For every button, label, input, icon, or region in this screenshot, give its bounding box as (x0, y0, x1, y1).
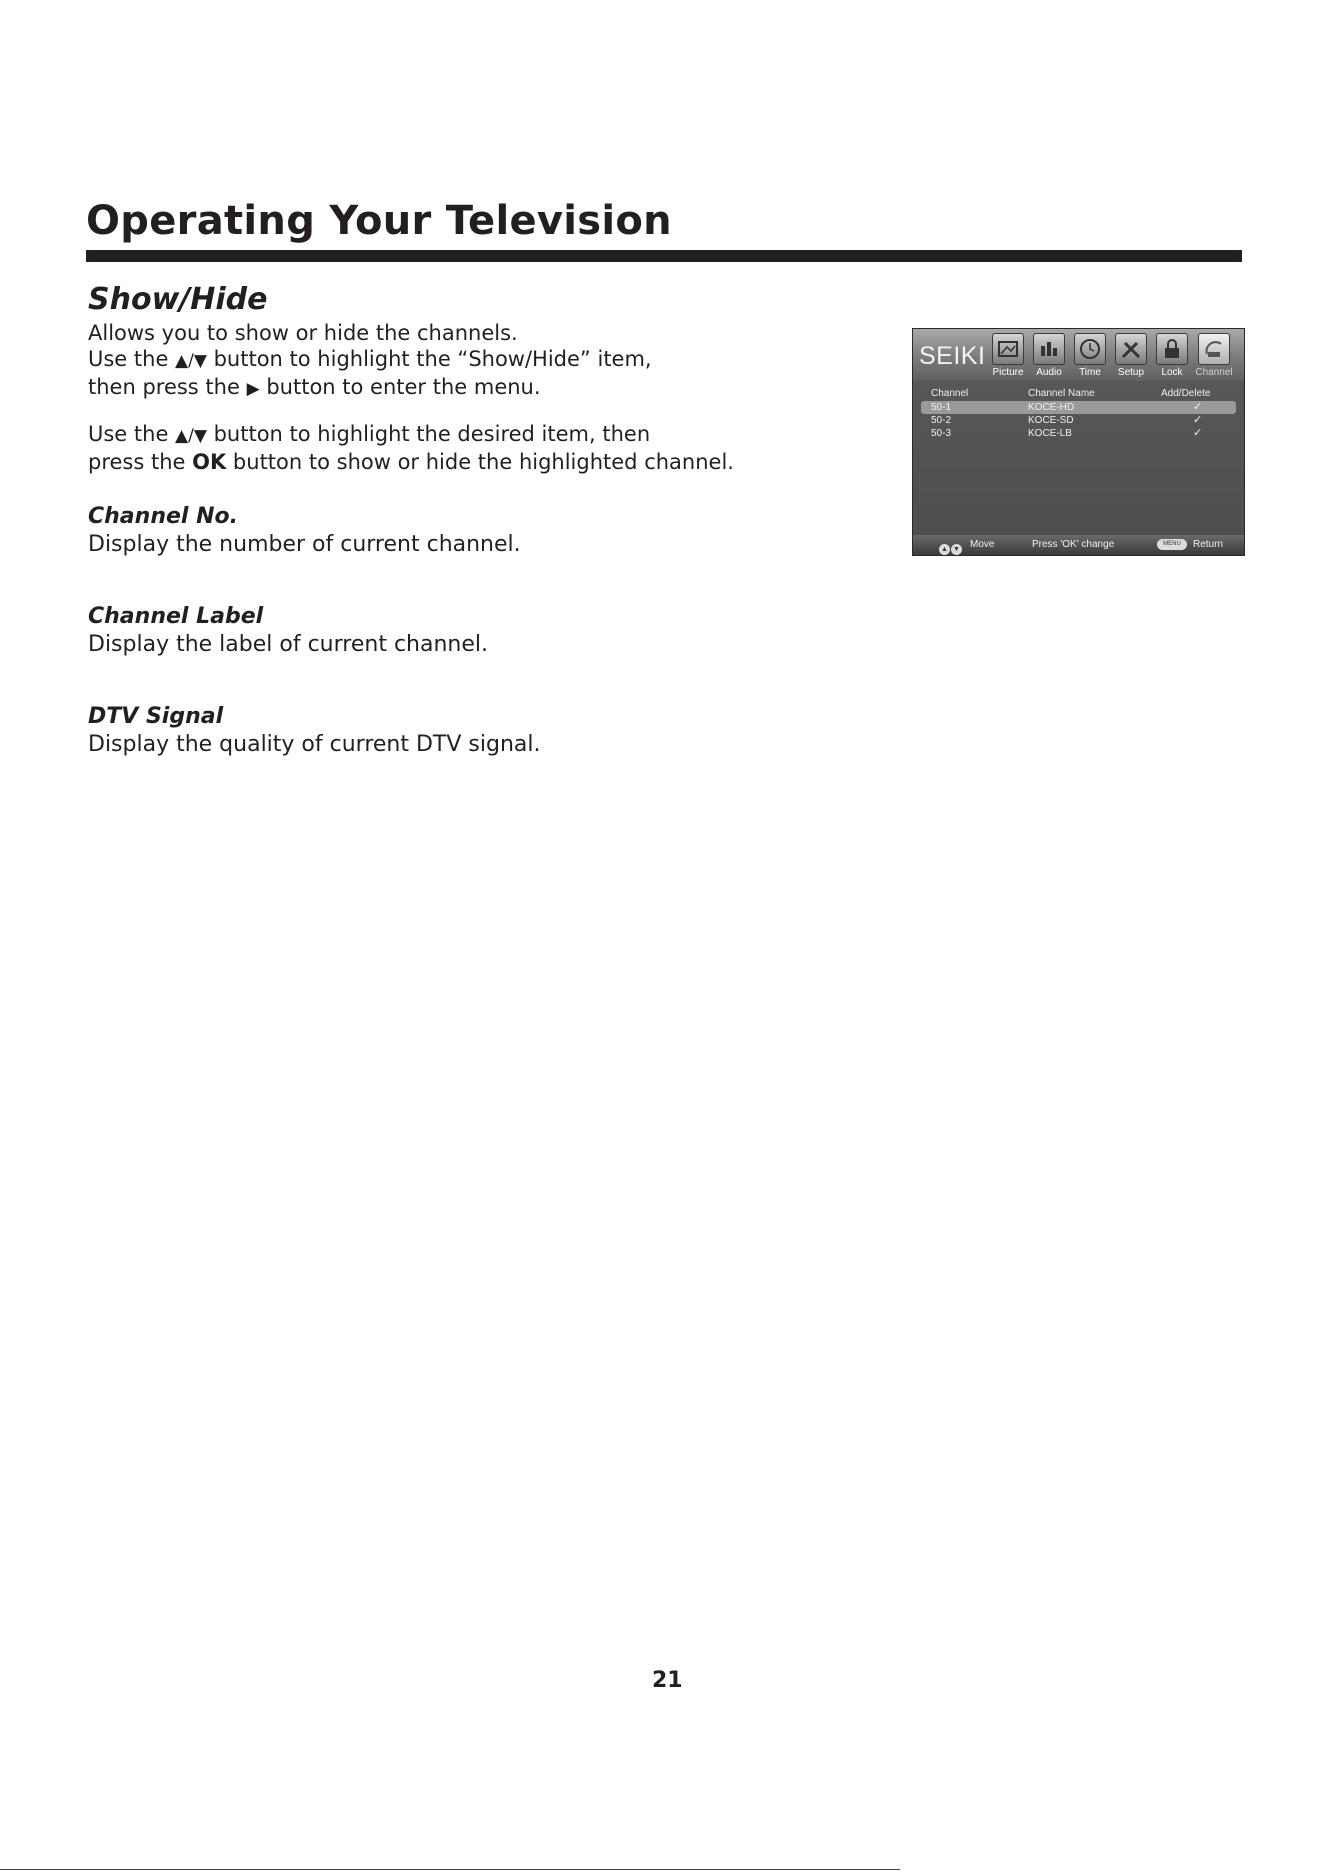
tv-menu-footer (913, 535, 1244, 555)
item-heading-channel-label: Channel Label (88, 604, 264, 629)
item-desc-channel-no: Display the number of current channel. (88, 532, 521, 557)
bottom-rule (0, 1869, 900, 1870)
checkmark-icon[interactable]: ✓ (1193, 401, 1203, 413)
nav-arrows-icon (939, 538, 963, 556)
right-arrow-icon: ▶ (246, 379, 260, 399)
tab-setup[interactable] (1112, 333, 1150, 379)
table-row[interactable] (921, 401, 1236, 414)
up-down-arrow-icon: ▲/▼ (175, 426, 207, 446)
page-number: 21 (652, 1668, 683, 1693)
picture-icon (992, 333, 1024, 365)
tab-label: Channel (1195, 367, 1233, 378)
tab-channel[interactable] (1195, 333, 1233, 379)
tab-label: Lock (1161, 367, 1183, 378)
item-heading-channel-no: Channel No. (88, 504, 238, 529)
item-desc-channel-label: Display the label of current channel. (88, 632, 488, 657)
tab-picture[interactable] (989, 333, 1027, 379)
checkmark-icon[interactable]: ✓ (1193, 427, 1203, 439)
intro-paragraph (88, 320, 652, 402)
item-desc-dtv-signal: Display the quality of current DTV signal. (88, 732, 541, 757)
row-channel-name: KOCE-HD (1028, 402, 1075, 413)
footer-return: Return (1193, 539, 1224, 550)
table-row[interactable] (921, 414, 1236, 427)
ok-key-label: OK (192, 450, 227, 474)
down-arrow-icon: ▼ (951, 544, 962, 555)
audio-icon (1033, 333, 1065, 365)
column-header-channel: Channel (931, 388, 969, 399)
tab-lock[interactable] (1153, 333, 1191, 379)
channel-icon (1198, 333, 1230, 365)
instruction-paragraph (88, 421, 734, 475)
instruction-line-2: press the OK button to show or hide the highlighted channel. (88, 450, 734, 474)
time-icon (1074, 333, 1106, 365)
tv-menu-screenshot (912, 328, 1245, 556)
lock-icon (1156, 333, 1188, 365)
menu-key-icon: MENU (1157, 539, 1187, 550)
intro-line-3: then press the ▶ button to enter the menu. (88, 375, 541, 399)
column-header-channel-name: Channel Name (1028, 388, 1095, 399)
row-channel-name: KOCE-LB (1028, 428, 1072, 439)
item-heading-dtv-signal: DTV Signal (88, 704, 224, 729)
footer-move: Move (970, 539, 995, 550)
table-row[interactable] (921, 427, 1236, 440)
setup-icon (1115, 333, 1147, 365)
intro-line-2: Use the ▲/▼ button to highlight the “Show/Hide” item, (88, 347, 652, 371)
footer-change: Press 'OK' change (1032, 539, 1115, 550)
seiki-logo: SEIKI (919, 342, 986, 370)
row-channel-name: KOCE-SD (1028, 415, 1074, 426)
up-arrow-icon: ▲ (939, 544, 950, 555)
row-channel: 50-3 (931, 428, 952, 439)
up-down-arrow-icon: ▲/▼ (175, 351, 207, 371)
tv-menu-header (913, 329, 1244, 381)
instruction-line-1: Use the ▲/▼ button to highlight the desired item, then (88, 422, 651, 446)
tab-audio[interactable] (1030, 333, 1068, 379)
title-rule (86, 250, 1242, 262)
row-channel: 50-2 (931, 415, 952, 426)
tab-label: Setup (1117, 367, 1145, 378)
tab-label: Time (1079, 367, 1101, 378)
tab-time[interactable] (1071, 333, 1109, 379)
page-title: Operating Your Television (86, 198, 672, 244)
checkmark-icon[interactable]: ✓ (1193, 414, 1203, 426)
intro-line-1: Allows you to show or hide the channels. (88, 321, 518, 345)
section-heading: Show/Hide (88, 282, 268, 317)
tab-label: Picture (992, 367, 1024, 378)
row-channel: 50-1 (931, 402, 952, 413)
column-header-add-delete: Add/Delete (1161, 388, 1211, 399)
tab-label: Audio (1036, 367, 1062, 378)
